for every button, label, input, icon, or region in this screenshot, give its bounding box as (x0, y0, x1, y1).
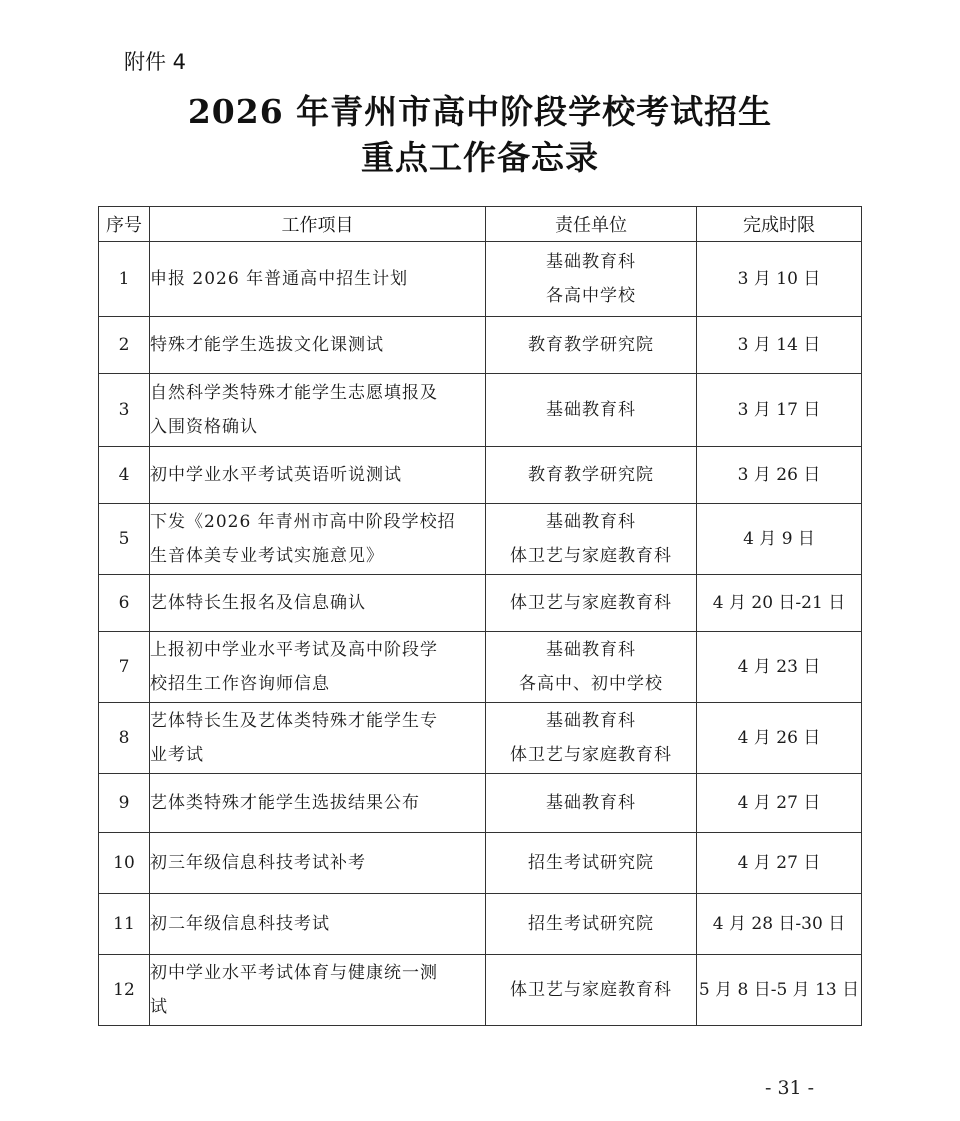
cell-deadline: 4 月 28 日-30 日 (697, 894, 862, 955)
cell-deadline: 4 月 26 日 (697, 703, 862, 774)
page-number: - 31 - (765, 1077, 815, 1099)
cell-item-line: 上报初中学业水平考试及高中阶段学 (150, 640, 438, 660)
cell-no: 12 (99, 955, 150, 1026)
cell-unit (486, 894, 697, 955)
header-item: 工作项目 (150, 207, 486, 242)
document-title-line-1: 2026 年青州市高中阶段学校考试招生 (187, 92, 773, 131)
cell-item (150, 242, 486, 317)
cell-item-line: 特殊才能学生选拔文化课测试 (150, 335, 384, 355)
cell-unit (486, 632, 697, 703)
table-row (99, 447, 862, 504)
cell-no: 6 (99, 575, 150, 632)
table-row (99, 703, 862, 774)
cell-unit-line: 各高中、初中学校 (519, 674, 663, 694)
cell-unit (486, 703, 697, 774)
cell-unit-line: 基础教育科 (546, 640, 636, 660)
cell-unit-line: 体卫艺与家庭教育科 (510, 593, 672, 613)
attachment-label: 附件 4 (124, 50, 187, 74)
cell-no: 11 (99, 894, 150, 955)
table-row (99, 317, 862, 374)
table-row (99, 374, 862, 447)
cell-unit-line: 基础教育科 (546, 400, 636, 420)
cell-item (150, 955, 486, 1026)
cell-unit-line: 招生考试研究院 (528, 853, 654, 873)
cell-unit (486, 242, 697, 317)
cell-item-line: 初中学业水平考试英语听说测试 (150, 465, 402, 485)
cell-unit (486, 955, 697, 1026)
cell-unit (486, 447, 697, 504)
table-row (99, 955, 862, 1026)
table-row (99, 575, 862, 632)
cell-item-line: 下发《2026 年青州市高中阶段学校招 (150, 512, 456, 532)
cell-deadline: 4 月 27 日 (697, 833, 862, 894)
cell-deadline: 4 月 27 日 (697, 774, 862, 833)
cell-item-line: 初二年级信息科技考试 (150, 914, 330, 934)
cell-unit (486, 833, 697, 894)
cell-unit (486, 374, 697, 447)
cell-deadline: 3 月 17 日 (697, 374, 862, 447)
table-row (99, 242, 862, 317)
cell-item-line: 校招生工作咨询师信息 (150, 674, 330, 694)
cell-unit-line: 招生考试研究院 (528, 914, 654, 934)
cell-item-line: 艺体特长生及艺体类特殊才能学生专 (150, 711, 438, 731)
cell-item (150, 833, 486, 894)
cell-no: 10 (99, 833, 150, 894)
cell-item-line: 业考试 (150, 745, 204, 765)
cell-item (150, 504, 486, 575)
cell-item (150, 632, 486, 703)
cell-unit-line: 各高中学校 (546, 286, 636, 306)
table-row (99, 504, 862, 575)
cell-no: 3 (99, 374, 150, 447)
cell-unit-line: 基础教育科 (546, 512, 636, 532)
cell-unit-line: 教育教学研究院 (528, 465, 654, 485)
cell-unit-line: 基础教育科 (546, 793, 636, 813)
cell-unit (486, 317, 697, 374)
cell-deadline: 3 月 14 日 (697, 317, 862, 374)
cell-deadline: 4 月 20 日-21 日 (697, 575, 862, 632)
table-body (99, 242, 862, 1026)
cell-item-line: 试 (150, 997, 168, 1017)
cell-deadline: 3 月 26 日 (697, 447, 862, 504)
header-deadline: 完成时限 (697, 207, 862, 242)
cell-no: 2 (99, 317, 150, 374)
cell-item (150, 774, 486, 833)
cell-unit-line: 基础教育科 (546, 711, 636, 731)
cell-item-line: 自然科学类特殊才能学生志愿填报及 (150, 383, 438, 403)
cell-unit-line: 基础教育科 (546, 252, 636, 272)
cell-item-line: 艺体类特殊才能学生选拔结果公布 (150, 793, 420, 813)
cell-no: 7 (99, 632, 150, 703)
cell-unit-line: 体卫艺与家庭教育科 (510, 745, 672, 765)
table-row (99, 632, 862, 703)
cell-no: 5 (99, 504, 150, 575)
cell-item-line: 初三年级信息科技考试补考 (150, 853, 366, 873)
cell-item-line: 初中学业水平考试体育与健康统一测 (150, 963, 438, 983)
cell-item-line: 生音体美专业考试实施意见》 (150, 546, 384, 566)
cell-unit-line: 体卫艺与家庭教育科 (510, 546, 672, 566)
cell-item-line: 入围资格确认 (150, 417, 258, 437)
memo-table (98, 206, 862, 1026)
table-row (99, 833, 862, 894)
cell-unit (486, 504, 697, 575)
document-title-line-2: 重点工作备忘录 (361, 138, 599, 177)
cell-item (150, 575, 486, 632)
cell-no: 1 (99, 242, 150, 317)
cell-deadline: 4 月 9 日 (697, 504, 862, 575)
cell-item (150, 447, 486, 504)
cell-item (150, 374, 486, 447)
cell-no: 8 (99, 703, 150, 774)
header-unit: 责任单位 (486, 207, 697, 242)
cell-item-line: 申报 2026 年普通高中招生计划 (150, 269, 409, 289)
cell-unit-line: 教育教学研究院 (528, 335, 654, 355)
table-row (99, 894, 862, 955)
cell-item (150, 317, 486, 374)
cell-item-line: 艺体特长生报名及信息确认 (150, 593, 366, 613)
cell-no: 9 (99, 774, 150, 833)
cell-item (150, 894, 486, 955)
cell-deadline: 4 月 23 日 (697, 632, 862, 703)
header-no: 序号 (99, 207, 150, 242)
cell-no: 4 (99, 447, 150, 504)
cell-deadline: 5 月 8 日-5 月 13 日 (697, 955, 862, 1026)
cell-item (150, 703, 486, 774)
cell-deadline: 3 月 10 日 (697, 242, 862, 317)
cell-unit (486, 774, 697, 833)
table-row (99, 774, 862, 833)
table-header-row (99, 207, 862, 242)
cell-unit-line: 体卫艺与家庭教育科 (510, 980, 672, 1000)
cell-unit (486, 575, 697, 632)
